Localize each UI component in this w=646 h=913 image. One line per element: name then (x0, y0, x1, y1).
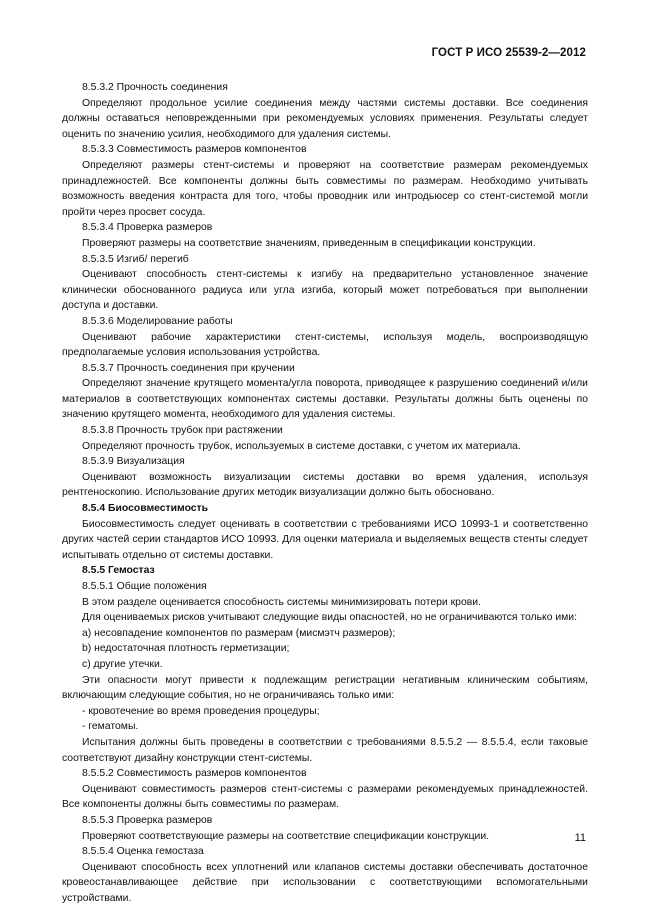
paragraph: Оценивают способность стент-системы к изгибу на предварительно установленное значение клинически обоснованного радиуса или угла изгиба, который может потребоваться при выполнении доступа и доставки. (62, 269, 588, 312)
paragraph: 8.5.3.9 Визуализация (82, 456, 185, 468)
paragraph: b) недостаточная плотность герметизации; (82, 643, 290, 655)
document-body (62, 80, 588, 906)
paragraph: Оценивают рабочие характеристики стент-системы, используя модель, воспроизводящую предполагаемые условия использования устройства. (62, 331, 588, 359)
paragraph: 8.5.3.6 Моделирование работы (82, 315, 233, 327)
paragraph: 8.5.5.3 Проверка размеров (82, 814, 213, 826)
paragraph: 8.5.3.7 Прочность соединения при кручении (82, 362, 295, 374)
paragraph: 8.5.3.4 Проверка размеров (82, 222, 213, 234)
section-heading: 8.5.4 Биосовместимость (82, 503, 209, 515)
paragraph: 8.5.3.5 Изгиб/ перегиб (82, 253, 189, 265)
paragraph: 8.5.5.1 Общие положения (82, 581, 207, 592)
paragraph: Определяют продольное усилие соединения между частями системы доставки. Все соединения должны оставаться неповрежденными при рекомендуемых условиях применения. Результаты следует оценить по значению усилия, необходимого для удаления системы. (62, 97, 588, 140)
paragraph: Оценивают способность всех уплотнений или клапанов системы доставки обеспечивать достаточное кровеостанавливающее действие при использовании с соответствующими вспомогательными устройствами. (62, 861, 588, 904)
paragraph: В этом разделе оценивается способность системы минимизировать потери крови. (82, 596, 481, 608)
paragraph: Эти опасности могут привести к подлежащим регистрации негативным клиническим событиям, включающим следующие события, но не ограничиваясь только ими: (62, 674, 588, 702)
paragraph: Проверяют размеры на соответствие значениям, приведенным в спецификации конструкции. (82, 237, 536, 249)
paragraph: Определяют значение крутящего момента/угла поворота, приводящее к разрушению соединений и/или материалов в соответствующих компонентах системы доставки. Результаты должны быть оценены по значению крутящего момента, необходимого для удаления системы. (62, 378, 588, 421)
paragraph: Для оцениваемых рисков учитывают следующие виды опасностей, но не ограничиваются только ими: (82, 612, 577, 624)
page-number: 11 (574, 832, 586, 844)
paragraph: Испытания должны быть проведены в соответствии с требованиями 8.5.5.2 — 8.5.5.4, если таковые соответствуют дизайну конструкции стент-системы. (62, 736, 588, 764)
paragraph: 8.5.3.3 Совместимость размеров компонентов (82, 144, 307, 156)
paragraph: Проверяют соответствующие размеры на соответствие спецификации конструкции. (82, 830, 490, 842)
paragraph: 8.5.5.2 Совместимость размеров компонентов (82, 768, 307, 780)
paragraph: Определяют размеры стент-системы и проверяют на соответствие размерам рекомендуемых принадлежностей. Все компоненты должны быть совместимы по размерам. Необходимо учитывать возможность введения контраста для того, чтобы проводник или интродьюсер со стент-системой могли пройти через просвет сосуда. (62, 159, 588, 218)
paragraph: Определяют прочность трубок, используемых в системе доставки, с учетом их материала. (82, 440, 521, 452)
paragraph: 8.5.5.4 Оценка гемостаза (82, 846, 204, 858)
paragraph: Оценивают совместимость размеров стент-системы с размерами рекомендуемых принадлежностей. Все компоненты должны быть совместимы по размерам. (62, 783, 588, 811)
paragraph: 8.5.3.8 Прочность трубок при растяжении (82, 425, 283, 437)
paragraph: Биосовместимость следует оценивать в соответствии с требованиями ИСО 10993-1 и соответственно других частей серии стандартов ИСО 10993. Для оценки материала и выделяемых веществ стенты следует испытывать отдельно от системы доставки. (62, 518, 588, 561)
paragraph: с) другие утечки. (82, 658, 163, 670)
section-heading: 8.5.5 Гемостаз (82, 565, 155, 577)
standard-code-header: ГОСТ Р ИСО 25539-2—2012 (431, 47, 586, 59)
paragraph: - гематомы. (82, 721, 139, 733)
paragraph: 8.5.3.2 Прочность соединения (82, 82, 228, 93)
paragraph: Оценивают возможность визуализации системы доставки во время удаления, используя рентгеноскопию. Использование других методик визуализации должно быть обосновано. (62, 471, 588, 499)
paragraph: а) несовпадение компонентов по размерам (мисмэтч размеров); (82, 627, 396, 639)
paragraph: - кровотечение во время проведения процедуры; (82, 705, 320, 717)
